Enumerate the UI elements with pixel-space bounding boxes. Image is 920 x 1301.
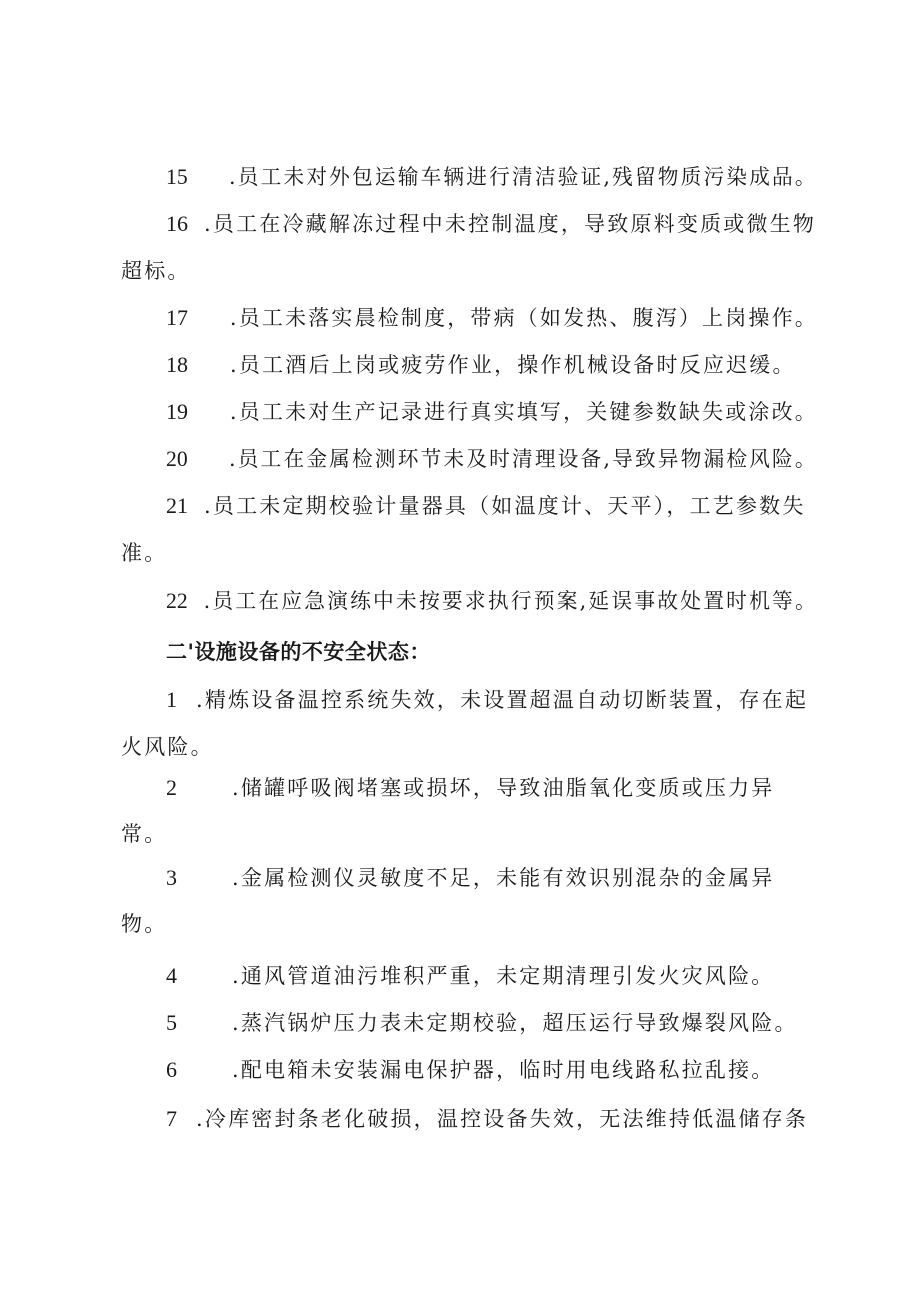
list-item xyxy=(166,1104,808,1134)
item-number: 15 xyxy=(166,164,188,189)
list-item xyxy=(166,303,818,333)
item-number: 4 xyxy=(166,963,177,988)
item-text: .储罐呼吸阀堵塞或损坏，导致油脂氧化变质或压力异 xyxy=(232,776,775,800)
item-continuation: 物。 xyxy=(121,912,168,936)
item-number: 3 xyxy=(166,865,177,890)
item-text: .配电箱未安装漏电保护器，临时用电线路私拉乱接。 xyxy=(232,1058,775,1082)
item-number: 5 xyxy=(166,1010,177,1035)
item-number: 2 xyxy=(166,775,177,800)
item-number: 1 xyxy=(166,687,177,712)
section-heading: 二'设施设备的不安全状态： xyxy=(166,640,431,664)
item-number: 19 xyxy=(166,399,188,424)
item-number: 22 xyxy=(166,588,188,613)
list-item xyxy=(166,491,806,521)
list-item xyxy=(166,586,818,616)
list-item xyxy=(166,350,796,380)
list-item xyxy=(166,209,816,239)
item-text: .员工未落实晨检制度，带病（如发热、腹泻）上岗操作。 xyxy=(229,306,818,330)
list-item xyxy=(166,961,774,991)
item-number: 7 xyxy=(166,1106,177,1131)
item-continuation: 超标。 xyxy=(121,259,191,283)
item-text: .员工未对生产记录进行真实填写，关键参数缺失或涂改。 xyxy=(229,400,818,424)
item-text: .员工酒后上岗或疲劳作业，操作机械设备时反应迟缓。 xyxy=(230,353,796,377)
item-text: .冷库密封条老化破损，温控设备失效，无法维持低温储存条 xyxy=(196,1107,809,1131)
item-text: .蒸汽锅炉压力表未定期校验，超压运行导致爆裂风险。 xyxy=(232,1011,798,1035)
item-number: 17 xyxy=(166,305,188,330)
item-number: 6 xyxy=(166,1057,177,1082)
item-number: 20 xyxy=(166,446,188,471)
item-text: .员工未对外包运输车辆进行清洁验证,残留物质污染成品。 xyxy=(229,165,818,189)
list-item xyxy=(166,1008,798,1038)
item-number: 21 xyxy=(166,493,188,518)
item-text: .精炼设备温控系统失效，未设置超温自动切断装置，存在起 xyxy=(196,688,809,712)
item-text: .员工在应急演练中未按要求执行预案,延误事故处置时机等。 xyxy=(203,589,818,613)
item-text: .通风管道油污堆积严重，未定期清理引发火灾风险。 xyxy=(232,964,775,988)
list-item xyxy=(166,1055,774,1085)
list-item xyxy=(166,444,818,474)
item-continuation: 常。 xyxy=(121,822,168,846)
item-text: .员工在金属检测环节未及时清理设备,导致异物漏检风险。 xyxy=(229,447,818,471)
item-text: .员工在冷藏解冻过程中未控制温度，导致原料变质或微生物 xyxy=(204,212,817,236)
list-item xyxy=(166,685,808,715)
list-item xyxy=(166,773,774,803)
list-item xyxy=(166,162,818,192)
item-number: 16 xyxy=(166,211,188,236)
item-text: .金属检测仪灵敏度不足，未能有效识别混杂的金属异 xyxy=(232,866,775,890)
item-continuation: 火风险。 xyxy=(121,735,214,759)
item-text: .员工未定期校验计量器具（如温度计、天平），工艺参数失 xyxy=(204,494,806,518)
item-continuation: 准。 xyxy=(121,541,168,565)
item-number: 18 xyxy=(166,352,188,377)
list-item xyxy=(166,863,774,893)
list-item xyxy=(166,397,818,427)
